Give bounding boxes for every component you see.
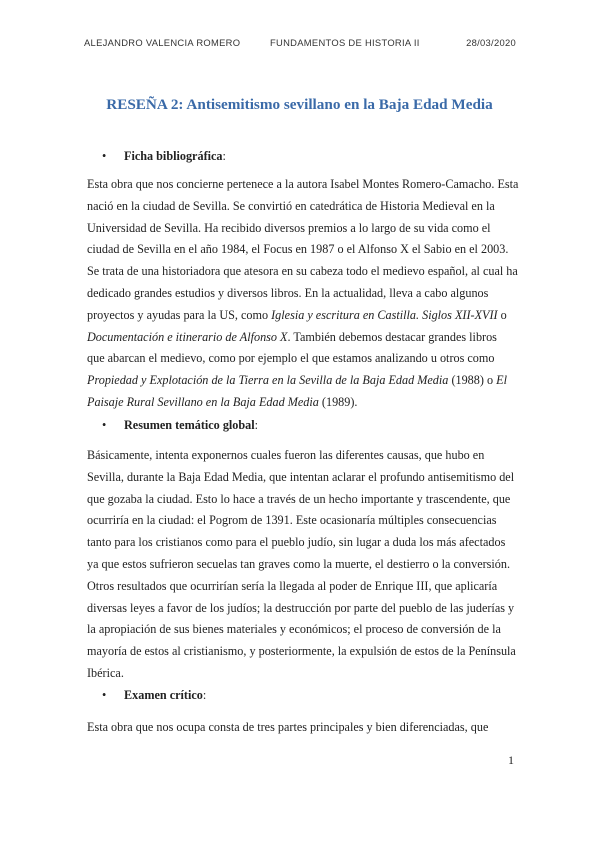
section-heading-colon: :	[254, 418, 259, 432]
section-heading-resumen	[102, 418, 258, 433]
italic-title-text: Propiedad y Explotación de la Tierra en la Sevilla de la Baja Edad Media	[87, 373, 449, 388]
italic-title-text: Paisaje Rural Sevillano en la Baja Edad Media	[87, 394, 319, 409]
text-run: Otros resultados que ocurrirían sería la llegada al poder de Enrique III, que aplicaría	[87, 578, 498, 593]
paragraph-line	[87, 283, 527, 305]
text-run: ocurriría en la ciudad: el Pogrom de 1391. Este ocasionaría múltiples consecuencias	[87, 513, 497, 528]
paragraph-line	[87, 554, 527, 576]
text-run: mayoría de estos al cristianismo, y posteriormente, la expulsión de estos de la Península	[87, 644, 516, 659]
text-run: la apropiación de sus bienes materiales y económicos; el proceso de conversión de la	[87, 622, 501, 637]
paragraph-line	[87, 218, 527, 240]
page-header	[84, 37, 516, 51]
document-title: RESEÑA 2: Antisemitismo sevillano en la Baja Edad Media	[106, 96, 493, 113]
paragraph-line	[87, 663, 527, 685]
paragraph-line	[87, 392, 527, 414]
text-run: Básicamente, intenta exponernos cuales fueron las diferentes causas, que hubo en	[87, 448, 485, 462]
section-heading-label: Examen crítico	[124, 688, 203, 702]
header-date: 28/03/2020	[466, 37, 516, 48]
italic-title-text: Documentación e itinerario de Alfonso X	[87, 329, 288, 344]
paragraph-line	[87, 641, 527, 663]
paragraph-line	[87, 598, 527, 620]
paragraph-line	[87, 327, 527, 349]
text-run: Esta obra que nos ocupa consta de tres partes principales y bien diferenciadas, que	[87, 720, 489, 734]
paragraph-line	[87, 619, 527, 641]
text-run: o	[497, 307, 507, 322]
header-author: ALEJANDRO VALENCIA ROMERO	[84, 37, 241, 48]
paragraph-line	[87, 370, 527, 392]
section-paragraph	[87, 174, 527, 414]
paragraph-line	[87, 261, 527, 283]
text-run: que gozaba la ciudad. Esto lo hace a través de un hecho importante y trascendente, que	[87, 491, 511, 506]
paragraph-line	[87, 467, 527, 489]
text-run: nació en la ciudad de Sevilla. Se convirtió en catedrática de Historia Medieval en la	[87, 198, 495, 213]
paragraph-line	[87, 489, 527, 511]
text-run: . También debemos destacar grandes libros	[287, 329, 497, 344]
paragraph-line	[87, 196, 527, 218]
bullet-icon: •	[102, 688, 107, 702]
bullet-icon: •	[102, 418, 107, 432]
section-heading-label: Resumen temático global	[124, 418, 255, 432]
paragraph-line	[87, 239, 527, 261]
paragraph-line	[87, 717, 527, 739]
text-run: Esta obra que nos concierne pertenece a la autora Isabel Montes Romero-Camacho. Esta	[87, 177, 519, 191]
paragraph-line	[87, 348, 527, 370]
italic-title-text: El	[496, 373, 507, 388]
text-run: tanto para los cristianos como para el pueblo judío, sin lugar a duda los más afectados	[87, 535, 506, 550]
text-run: ya que estos sufrieron secuelas tan graves como la muerte, el destierro o la conversión.	[87, 556, 511, 571]
text-run: Se trata de una historiadora que atesora en su cabeza todo el medievo español, al cual ha	[87, 264, 518, 279]
text-run: proyectos y ayudas para la US, como	[87, 307, 272, 322]
header-course: FUNDAMENTOS DE HISTORIA II	[270, 37, 420, 48]
page-number: 1	[508, 753, 514, 767]
text-run: Ibérica.	[87, 665, 124, 680]
section-heading-colon: :	[222, 149, 226, 163]
text-run: ciudad de Sevilla en el año 1984, el Focus en 1987 o el Alfonso X el Sabio en el 2003.	[87, 242, 509, 257]
section-paragraph	[87, 445, 527, 685]
section-heading-ficha	[102, 149, 226, 164]
paragraph-line	[87, 174, 527, 196]
text-run: dedicado grandes estudios y diversos libros. En la actualidad, lleva a cabo algunos	[87, 285, 489, 300]
section-paragraph	[87, 717, 527, 739]
paragraph-line	[87, 510, 527, 532]
text-run: que abarcan el medievo, como por ejemplo el que estamos analizando u otros como	[87, 351, 495, 366]
paragraph-line	[87, 305, 527, 327]
paragraph-line	[87, 532, 527, 554]
paragraph-line	[87, 445, 527, 467]
text-run: Universidad de Sevilla. Ha recibido diversos premios a lo largo de su vida como el	[87, 220, 491, 235]
paragraph-line	[87, 576, 527, 598]
text-run: Sevilla, durante la Baja Edad Media, que intentan aclarar el profundo antisemitismo del	[87, 469, 515, 484]
italic-title-text: Iglesia y escritura en Castilla. Siglos XII-XVII	[271, 307, 498, 322]
section-heading-colon: :	[202, 688, 207, 702]
bullet-icon: •	[102, 149, 107, 163]
section-heading-label: Ficha bibliográfica	[124, 149, 223, 163]
text-run: (1988) o	[448, 373, 497, 388]
section-heading-examen	[102, 688, 206, 703]
text-run: (1989).	[318, 394, 358, 409]
text-run: diversas leyes a favor de los judíos; la destrucción por parte del pueblo de las juderías y	[87, 600, 515, 615]
